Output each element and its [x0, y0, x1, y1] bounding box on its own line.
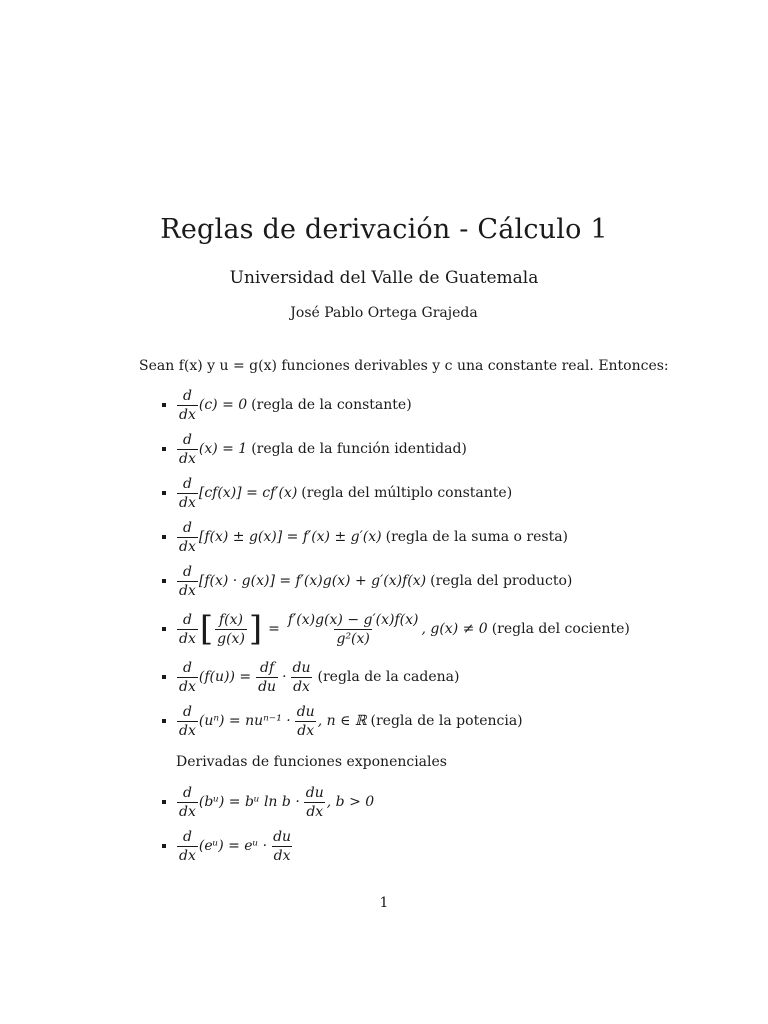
- bullet-icon: [162, 844, 166, 848]
- rule-expression: (x) = 1: [198, 441, 248, 457]
- bullet-icon: [162, 719, 166, 723]
- rule-constant-multiple: [162, 470, 512, 516]
- rule-condition: , n ∈ ℝ: [317, 713, 367, 729]
- rule-expression: (bᵘ) = bᵘ ln b ·: [198, 794, 300, 810]
- power-fraction: $\frac{du}{dx}$: [296, 703, 315, 739]
- rule-description: (regla de la constante): [251, 397, 412, 413]
- rule-description: (regla de la suma o resta): [385, 529, 569, 545]
- rule-exponential-base-b: [162, 779, 374, 825]
- rule-expression: (f(u)) =: [198, 669, 252, 685]
- derivative-operator: $\frac{d}{dx}$: [179, 431, 196, 467]
- rule-formula: [176, 476, 297, 511]
- rule-expression: [f(x) ± g(x)] = f′(x) ± g′(x): [198, 529, 382, 545]
- derivative-operator: $\frac{d}{dx}$: [179, 563, 196, 599]
- exponential-section-heading: Derivadas de funciones exponenciales: [176, 754, 447, 770]
- chain-fraction-inner: $\frac{du}{dx}$: [292, 659, 311, 695]
- rule-description: (regla de la potencia): [370, 713, 523, 729]
- bullet-icon: [162, 491, 166, 495]
- rule-sum-difference: [162, 514, 568, 560]
- bullet-icon: [162, 627, 166, 631]
- rule-expression: (c) = 0: [198, 397, 248, 413]
- bullet-icon: [162, 535, 166, 539]
- rule-description: (regla de la función identidad): [251, 441, 467, 457]
- rule-identity: [162, 426, 467, 472]
- intro-paragraph: Sean f(x) y u = g(x) funciones derivables y c una constante real. Entonces:: [139, 358, 669, 374]
- rule-chain: [162, 654, 459, 700]
- quotient-result-fraction: $\frac{f'(x)g(x) - g'(x)f(x)}{\text{g²(x)}}$: [287, 611, 419, 647]
- rule-formula: [176, 785, 374, 820]
- rule-quotient: [162, 605, 630, 653]
- document-author: José Pablo Ortega Grajeda: [290, 305, 478, 321]
- left-bracket: [: [199, 609, 214, 649]
- document-title: Reglas de derivación - Cálculo 1: [160, 214, 608, 245]
- exponential-fraction: $\frac{du}{dx}$: [305, 784, 324, 820]
- rule-constant: [162, 382, 412, 428]
- rule-exponential-base-e: [162, 823, 294, 869]
- document-subtitle: Universidad del Valle de Guatemala: [229, 268, 539, 288]
- derivative-operator: $\frac{d}{dx}$: [179, 519, 196, 555]
- derivative-operator: $\frac{d}{dx}$: [179, 703, 196, 739]
- rule-formula: [176, 609, 488, 649]
- derivative-operator: $\frac{d}{dx}$: [179, 611, 196, 647]
- rule-formula: [176, 660, 314, 695]
- derivative-operator: $\frac{d}{dx}$: [179, 828, 196, 864]
- bullet-icon: [162, 800, 166, 804]
- rule-description: (regla de la cadena): [317, 669, 460, 685]
- rule-expression: [f(x) · g(x)] = f′(x)g(x) + g′(x)f(x): [198, 573, 427, 589]
- rule-power: [162, 698, 523, 744]
- rule-expression: (uⁿ) = nuⁿ⁻¹ ·: [198, 713, 291, 729]
- derivative-operator: $\frac{d}{dx}$: [179, 387, 196, 423]
- equals-sign: =: [268, 621, 280, 637]
- exponential-fraction: $\frac{du}{dx}$: [273, 828, 292, 864]
- rule-description: (regla del cociente): [491, 621, 630, 637]
- rule-expression: [cf(x)] = cf′(x): [198, 485, 298, 501]
- chain-fraction-outer: $\frac{df}{du}$: [258, 659, 277, 695]
- rule-description: (regla del producto): [430, 573, 573, 589]
- right-bracket: ]: [248, 609, 263, 649]
- rule-condition: , g(x) ≠ 0: [421, 621, 488, 637]
- dot-operator: ·: [282, 669, 287, 685]
- bullet-icon: [162, 579, 166, 583]
- quotient-fraction: $\frac{f(x)}{g(x)}$: [217, 611, 245, 647]
- rule-formula: [176, 520, 382, 555]
- page-number: 1: [379, 895, 389, 911]
- bullet-icon: [162, 403, 166, 407]
- derivative-operator: $\frac{d}{dx}$: [179, 475, 196, 511]
- rule-condition: , b > 0: [326, 794, 375, 810]
- rule-formula: [176, 564, 426, 599]
- rule-formula: [176, 704, 367, 739]
- rule-product: [162, 558, 572, 604]
- derivative-operator: $\frac{d}{dx}$: [179, 784, 196, 820]
- rule-formula: [176, 432, 247, 467]
- bullet-icon: [162, 675, 166, 679]
- bullet-icon: [162, 447, 166, 451]
- rule-formula: [176, 388, 247, 423]
- derivative-operator: $\frac{d}{dx}$: [179, 659, 196, 695]
- rule-expression: (eᵘ) = eᵘ ·: [198, 838, 268, 854]
- rule-formula: [176, 829, 294, 864]
- rule-description: (regla del múltiplo constante): [301, 485, 513, 501]
